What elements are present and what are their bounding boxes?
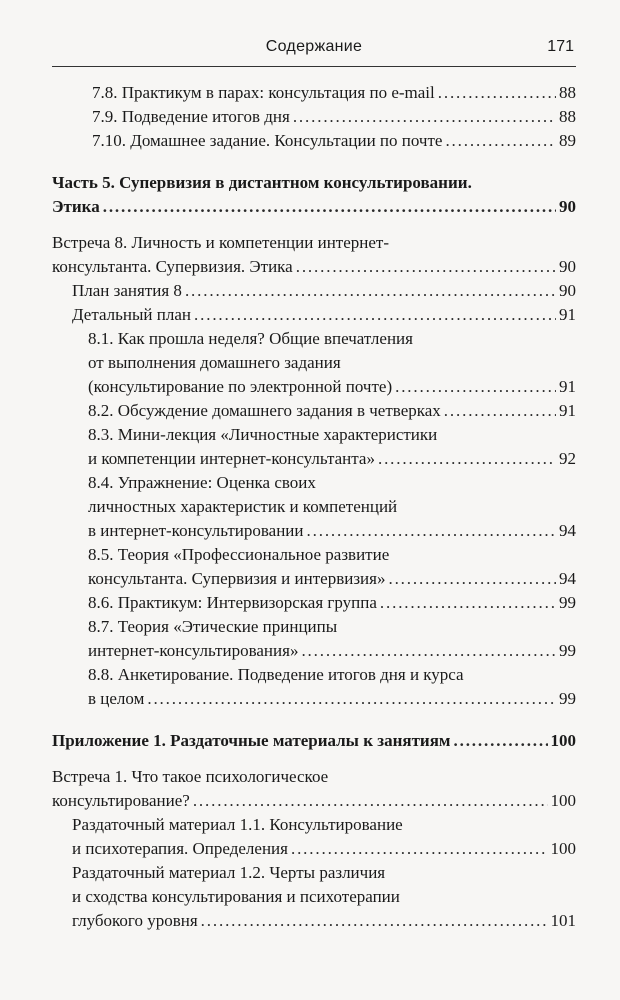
toc-page-number: 88 [559, 83, 576, 102]
toc-entry-text: и сходства консультирования и психотерапии [72, 887, 400, 906]
toc-entry-7-9[interactable] [52, 105, 576, 129]
header-rule [52, 66, 576, 67]
leader-dots [291, 837, 548, 861]
toc-page-number: 94 [559, 521, 576, 540]
toc-entry-text: консультирование? [52, 791, 190, 810]
toc-entry-text: консультанта. Супервизия и интервизия» [88, 569, 386, 588]
toc-page-number: 91 [559, 305, 576, 324]
running-head [52, 38, 576, 64]
toc-page-number: 91 [559, 401, 576, 420]
toc-entry-7-8[interactable] [52, 81, 576, 105]
toc-entry-7-10[interactable] [52, 129, 576, 153]
toc-page-number: 100 [550, 731, 576, 750]
toc-page-number: 89 [559, 131, 576, 150]
leader-dots [444, 399, 556, 423]
toc-entry-text: 8.7. Теория «Этические принципы [88, 617, 338, 636]
toc-entry-text: (консультирование по электронной почте) [88, 377, 393, 396]
toc-entry-handout-1-2[interactable] [52, 861, 576, 933]
toc-entry-8-4[interactable] [52, 471, 576, 543]
toc-entry-text: Раздаточный материал 1.2. Черты различия [72, 863, 386, 882]
toc-entry-handout-1-1[interactable] [52, 813, 576, 861]
toc-entry-8-7[interactable] [52, 615, 576, 663]
leader-dots [445, 129, 556, 153]
leader-dots [103, 195, 556, 219]
toc-entry-detailed-plan[interactable] [52, 303, 576, 327]
toc-page-number: 88 [559, 107, 576, 126]
toc-page-number: 90 [559, 197, 576, 216]
toc-page-number: 91 [559, 377, 576, 396]
toc-entry-text: 8.2. Обсуждение домашнего задания в четверках [88, 401, 441, 420]
leader-dots [454, 729, 548, 753]
toc-entry-8-2[interactable] [52, 399, 576, 423]
toc-entry-appendix-1[interactable] [52, 729, 576, 753]
toc-entry-text: Детальный план [72, 305, 192, 324]
toc-entry-text: 8.5. Теория «Профессиональное развитие [88, 545, 390, 564]
toc-entry-text: 7.8. Практикум в парах: консультация по e-mail [92, 83, 435, 102]
running-head-title: Содержание [265, 38, 363, 55]
leader-dots [296, 255, 556, 279]
toc-entry-text: 7.10. Домашнее задание. Консультации по почте [92, 131, 443, 150]
book-page [52, 0, 576, 1000]
toc-entry-text: 8.4. Упражнение: Оценка своих [88, 473, 316, 492]
toc-entry-8-8[interactable] [52, 663, 576, 711]
toc-entry-text: в целом [88, 689, 145, 708]
toc-page-number: 99 [559, 641, 576, 660]
toc-entry-8-3[interactable] [52, 423, 576, 471]
toc-entry-8-6[interactable] [52, 591, 576, 615]
toc-entry-text: 8.3. Мини-лекция «Личностные характеристики [88, 425, 438, 444]
leader-dots [378, 447, 556, 471]
toc-page-number: 99 [559, 689, 576, 708]
toc-entry-plan-8[interactable] [52, 279, 576, 303]
toc-page-number: 90 [559, 281, 576, 300]
toc-entry-text: и компетенции интернет-консультанта» [88, 449, 375, 468]
toc-entry-text: 8.1. Как прошла неделя? Общие впечатления [88, 329, 413, 348]
toc-entry-part-5[interactable] [52, 171, 576, 219]
toc-page-number: 99 [559, 593, 576, 612]
toc-entry-text: Встреча 1. Что такое психологическое [52, 767, 329, 786]
leader-dots [438, 81, 556, 105]
leader-dots [395, 375, 556, 399]
toc-entry-text: Часть 5. Супервизия в дистантном консультировании. [52, 173, 472, 192]
page-number: 171 [547, 38, 574, 55]
toc-entry-text: и психотерапия. Определения [72, 839, 288, 858]
toc-entry-text: Приложение 1. Раздаточные материалы к занятиям [52, 731, 451, 750]
leader-dots [380, 591, 556, 615]
leader-dots [194, 303, 556, 327]
leader-dots [388, 567, 556, 591]
leader-dots [307, 519, 556, 543]
toc-entry-text: личностных характеристик и компетенций [88, 497, 398, 516]
toc-entry-text: от выполнения домашнего задания [88, 353, 341, 372]
table-of-contents [52, 81, 576, 933]
leader-dots [193, 789, 548, 813]
toc-entry-text: глубокого уровня [72, 911, 198, 930]
toc-entry-text: Раздаточный материал 1.1. Консультирование [72, 815, 403, 834]
toc-entry-text: консультанта. Супервизия. Этика [52, 257, 293, 276]
toc-entry-text: План занятия 8 [72, 281, 182, 300]
leader-dots [201, 909, 548, 933]
toc-entry-8-5[interactable] [52, 543, 576, 591]
leader-dots [147, 687, 556, 711]
toc-page-number: 100 [550, 791, 576, 810]
toc-page-number: 94 [559, 569, 576, 588]
toc-page-number: 101 [550, 911, 576, 930]
toc-page-number: 90 [559, 257, 576, 276]
toc-entry-text: Этика [52, 197, 100, 216]
leader-dots [301, 639, 556, 663]
toc-page-number: 92 [559, 449, 576, 468]
toc-entry-text: 8.8. Анкетирование. Подведение итогов дня и курса [88, 665, 464, 684]
toc-entry-8-1[interactable] [52, 327, 576, 399]
toc-entry-text: Встреча 8. Личность и компетенции интернет- [52, 233, 390, 252]
leader-dots [293, 105, 556, 129]
toc-page-number: 100 [550, 839, 576, 858]
toc-entry-meeting-8[interactable] [52, 231, 576, 279]
toc-entry-text: интернет-консультирования» [88, 641, 299, 660]
toc-entry-meeting-1[interactable] [52, 765, 576, 813]
leader-dots [185, 279, 556, 303]
toc-entry-text: 8.6. Практикум: Интервизорская группа [88, 593, 377, 612]
toc-entry-text: 7.9. Подведение итогов дня [92, 107, 290, 126]
toc-entry-text: в интернет-консультировании [88, 521, 304, 540]
